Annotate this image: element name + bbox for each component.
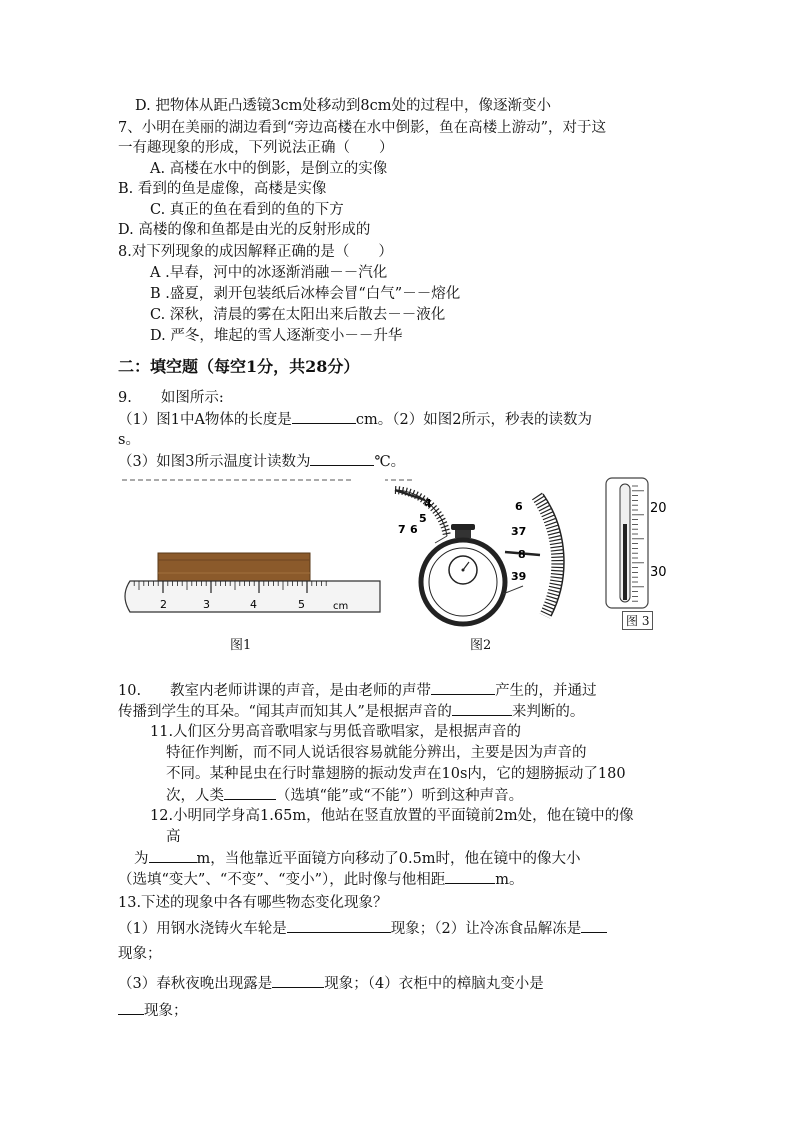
q10-line2 (118, 701, 584, 722)
figure-1-ruler (118, 476, 383, 626)
fig1-unit-label: cm (333, 601, 349, 612)
fig3-scale-label: 20 (650, 501, 667, 516)
fig3-scale-label: 30 (650, 565, 667, 580)
fig2-arc-label: 39 (511, 570, 527, 583)
q13-text-c: （3）春秋夜晚出现露是 (118, 976, 273, 992)
q10-text-b: 产生的，并通过 (495, 683, 597, 699)
fig2-arc-label: 6 (515, 500, 523, 513)
q9-temperature-blank[interactable] (310, 451, 374, 466)
q8-option-c: C. 深秋，清晨的雾在太阳出来后散去－－液化 (150, 307, 446, 323)
q11-line1: 11.人们区分男高音歌唱家与男低音歌唱家，是根据声音的 (150, 724, 522, 740)
section-title: 二：填空题（每空1分，共28分） (118, 357, 360, 376)
q13-text-d: 现象；（4）衣柜中的樟脑丸变小是 (324, 976, 544, 992)
q8-option-d: D. 严冬，堆起的雪人逐渐变小－－升华 (150, 328, 403, 344)
fig2-arc-label: 8 (518, 548, 526, 561)
fig2-dial-label: 4 (424, 497, 432, 510)
fig1-tick-label: 4 (250, 598, 257, 611)
q9-part1-text-a: （1）图1中A物体的长度是 (118, 412, 292, 428)
q11-line4 (166, 785, 523, 806)
fig3-caption: 图 3 (622, 611, 653, 630)
fig2-dial-label: 5 (419, 512, 427, 525)
fig2-dial-label: 6 (410, 523, 418, 536)
q7-option-d: D. 高楼的像和鱼都是由光的反射形成的 (118, 222, 371, 238)
q12-text-b: m，当他靠近平面镜方向移动了0.5m时，他在镜中的像大小 (196, 851, 581, 867)
q13-text-a: （1）用钢水浇铸火车轮是 (118, 921, 287, 937)
q9-part1 (118, 409, 592, 430)
q9-part3 (118, 451, 405, 472)
fig1-tick-label: 3 (203, 598, 210, 611)
q10-blank-1[interactable] (431, 680, 495, 695)
q13-blank-3[interactable] (272, 973, 324, 988)
q12-text-c: （选填“变大”、“不变”、“变小”），此时像与他相距 (118, 872, 446, 888)
q12-line3 (134, 848, 581, 869)
q12-text-a: 为 (134, 851, 149, 867)
q7-stem-line2: 一有趣现象的形成，下列说法正确（ ） (118, 140, 394, 156)
fig2-arc-label: 37 (511, 525, 527, 538)
q12-text-d: m。 (495, 872, 524, 888)
figure-2-stopwatch (385, 476, 575, 636)
q12-height-blank[interactable] (149, 848, 197, 863)
q7-option-a: A. 高楼在水中的倒影，是倒立的实像 (150, 161, 388, 177)
fig2-dial-label: 7 (398, 523, 406, 536)
q9-stem: 9. 如图所示: (118, 390, 224, 406)
fig2-caption: 图2 (470, 638, 492, 653)
q12-distance-blank[interactable] (445, 869, 495, 884)
q13-line4 (118, 1000, 188, 1021)
q10-text-c: 传播到学生的耳朵。“闻其声而知其人”是根据声音的 (118, 704, 452, 720)
q10-line1 (118, 680, 597, 701)
q11-line3: 不同。某种昆虫在行时靠翅膀的振动发声在10s内，它的翅膀振动了180 (166, 766, 626, 782)
q7-option-c: C. 真正的鱼在看到的鱼的下方 (150, 202, 344, 218)
q11-line2: 特征作判断，而不同人说话很容易就能分辨出，主要是因为声音的 (166, 745, 587, 761)
q13-text-b: 现象；（2）让冷冻食品解冻是 (390, 921, 582, 937)
q8-stem: 8.对下列现象的成因解释正确的是（ ） (118, 244, 393, 260)
q13-blank-1[interactable] (287, 918, 391, 933)
q13-blank-4[interactable] (118, 1000, 144, 1015)
q8-option-b: B .盛夏，剥开包装纸后冰棒会冒“白气”－－熔化 (150, 286, 461, 302)
q12-line1: 12.小明同学身高1.65m，他站在竖直放置的平面镜前2m处，他在镜中的像 (150, 808, 634, 824)
q13-text-e: 现象； (144, 1003, 188, 1019)
q13-line1 (118, 918, 607, 939)
q11-text-b: （选填“能”或“不能”）听到这种声音。 (276, 788, 524, 804)
q13-line2: 现象； (118, 946, 162, 962)
q13-stem: 13.下述的现象中各有哪些物态变化现象？ (118, 895, 388, 911)
q10-blank-2[interactable] (452, 701, 512, 716)
q11-text-a: 次，人类 (166, 788, 224, 804)
q6-option-d: D. 把物体从距凸透镜3cm处移动到8cm处的过程中，像逐渐变小 (135, 98, 552, 114)
figure-3-thermometer (590, 476, 672, 612)
q9-part1-text-b: cm。（2）如图2所示，秒表的读数为 (355, 412, 592, 428)
q9-part1-cont: s。 (118, 432, 140, 448)
fig1-tick-label: 5 (298, 598, 305, 611)
q12-line2: 高 (166, 829, 181, 845)
q12-line4 (118, 869, 523, 890)
q7-option-b: B. 看到的鱼是虚像，高楼是实像 (118, 181, 327, 197)
q9-part3-text-a: （3）如图3所示温度计读数为 (118, 454, 311, 470)
q10-text-d: 来判断的。 (511, 704, 585, 720)
q7-stem-line1: 7、小明在美丽的湖边看到“旁边高楼在水中倒影，鱼在高楼上游动”，对于这 (118, 120, 607, 136)
q13-blank-2[interactable] (581, 918, 607, 933)
q9-length-blank[interactable] (292, 409, 356, 424)
q8-option-a: A .早春，河中的冰逐渐消融－－汽化 (150, 265, 388, 281)
fig1-tick-label: 2 (160, 598, 167, 611)
q13-line3 (118, 973, 544, 994)
q11-blank[interactable] (224, 785, 276, 800)
fig1-caption: 图1 (230, 638, 252, 653)
q9-part3-text-b: ℃。 (374, 454, 406, 470)
q10-text-a: 10. 教室内老师讲课的声音，是由老师的声带 (118, 683, 432, 699)
